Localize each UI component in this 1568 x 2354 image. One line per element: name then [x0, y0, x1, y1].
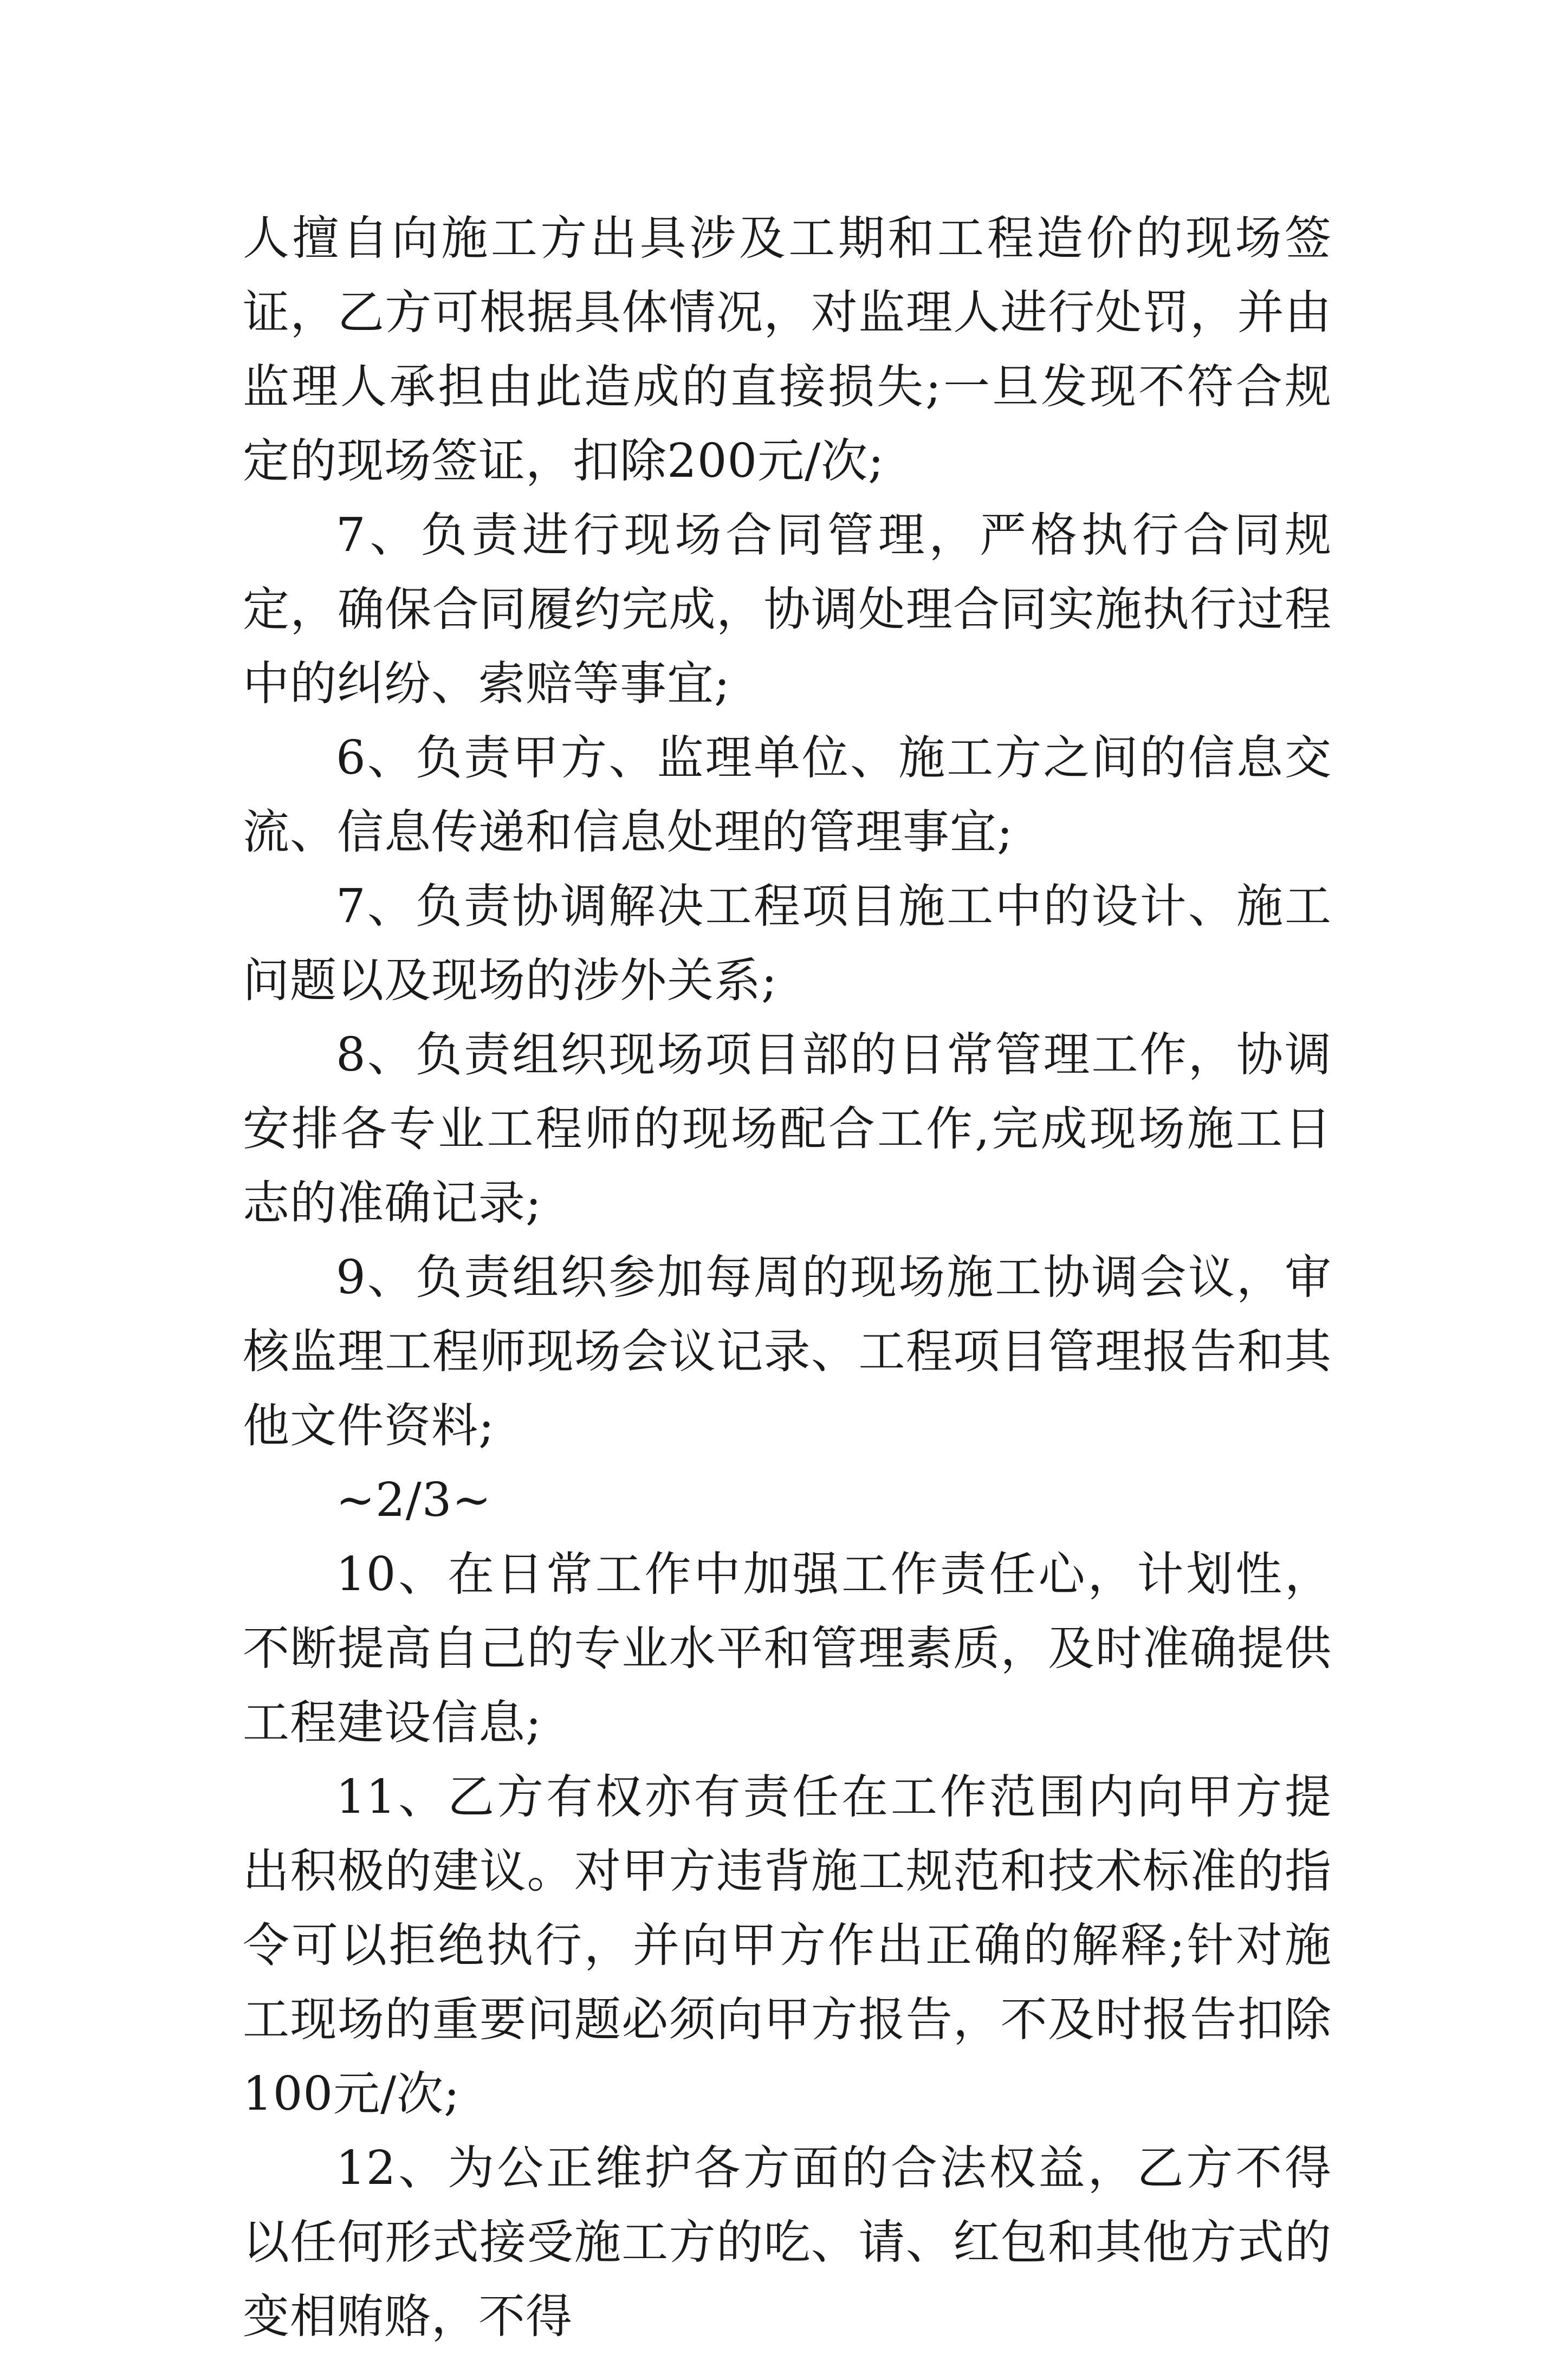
document-body	[243, 202, 1332, 2354]
paragraph-item-6-information: 6、负责甲方、监理单位、施工方之间的信息交流、信息传递和信息处理的管理事宜;	[243, 731, 1332, 859]
page-number-marker: ~2/3~	[336, 1473, 492, 1527]
paragraph-item-7-contract: 7、负责进行现场合同管理，严格执行合同规定，确保合同履约完成，协调处理合同实施执行过程中的纠纷、索赔等事宜;	[243, 508, 1332, 711]
paragraph-item-11-rights: 11、乙方有权亦有责任在工作范围内向甲方提出积极的建议。对甲方违背施工规范和技术标准的指令可以拒绝执行，并向甲方作出正确的解释;针对施工现场的重要问题必须向甲方报告，不及时报告扣除100元/次;	[243, 1770, 1332, 2121]
paragraph-item-9-meetings: 9、负责组织参加每周的现场施工协调会议，审核监理工程师现场会议记录、工程项目管理报告和其他文件资料;	[243, 1250, 1332, 1453]
paragraph-item-10-responsibility: 10、在日常工作中加强工作责任心，计划性，不断提高自己的专业水平和管理素质，及时准确提供工程建设信息;	[243, 1547, 1332, 1750]
paragraph-item-7-coordination: 7、负责协调解决工程项目施工中的设计、施工问题以及现场的涉外关系;	[243, 879, 1332, 1008]
paragraph-continuation: 人擅自向施工方出具涉及工期和工程造价的现场签证，乙方可根据具体情况，对监理人进行处罚，并由监理人承担由此造成的直接损失;一旦发现不符合规定的现场签证，扣除200元/次;	[243, 211, 1332, 488]
paragraph-item-12-integrity: 12、为公正维护各方面的合法权益，乙方不得以任何形式接受施工方的吃、请、红包和其他方式的变相贿赂，不得	[243, 2141, 1332, 2344]
paragraph-item-8-management: 8、负责组织现场项目部的日常管理工作，协调安排各专业工程师的现场配合工作,完成现场施工日志的准确记录;	[243, 1028, 1332, 1230]
